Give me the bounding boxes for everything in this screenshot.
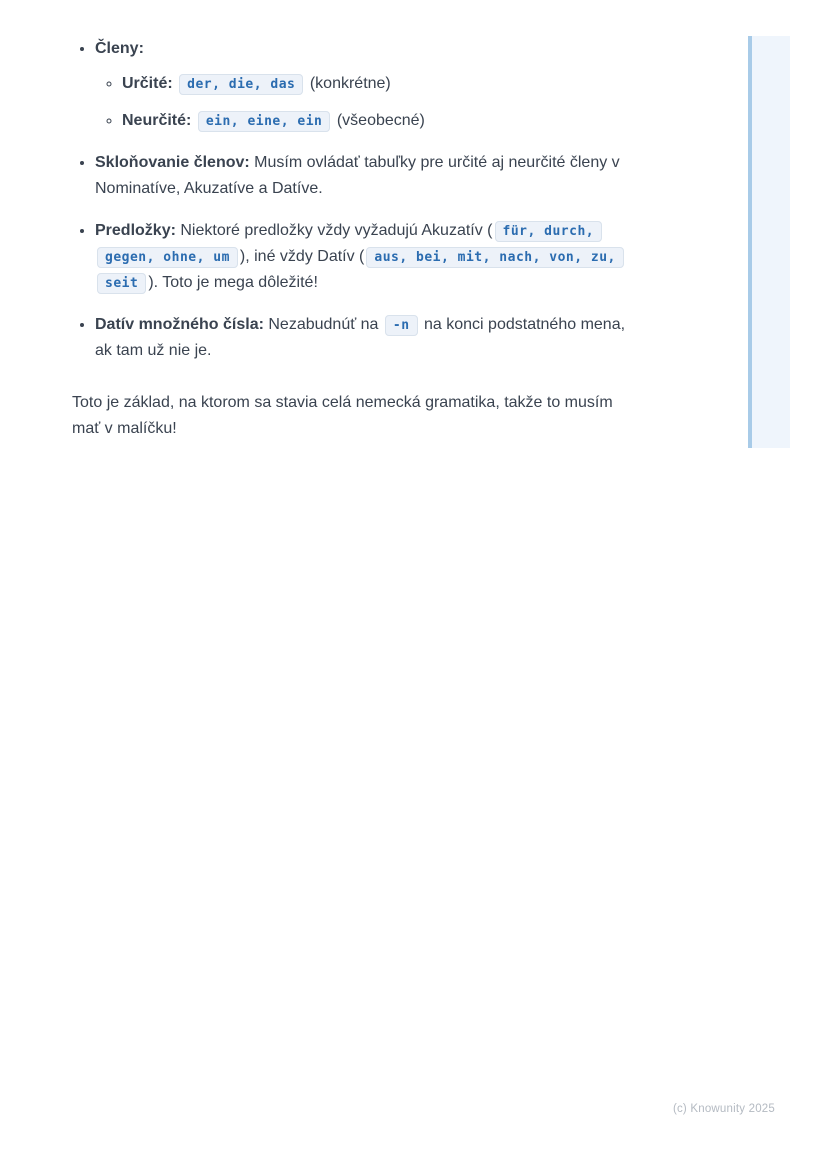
text-segment: ), iné vždy Datív ( [239, 248, 365, 265]
text-segment: Niektoré predložky vždy vyžadujú Akuzatív ( [175, 222, 493, 239]
bold-label: Členy: [95, 40, 144, 57]
text-segment: Musím ovládať tabuľky pre určité aj neurčité členy v Nominatíve, Akuzatíve a Datíve. [95, 154, 620, 197]
closing-paragraph: Toto je základ, na ktorom sa stavia celá nemecká gramatika, takže to musím mať v malíčku! [72, 394, 613, 437]
list-item [95, 150, 633, 202]
sub-list-item [122, 108, 633, 134]
inline-code-chip: der, die, das [179, 74, 303, 95]
list-item [95, 312, 633, 364]
list-item [95, 218, 633, 296]
text-segment [173, 75, 177, 92]
text-segment: na konci podstatného mena, ak tam už nie je. [95, 316, 626, 359]
side-highlight-bar [748, 36, 790, 448]
bold-label: Neurčité: [122, 112, 192, 129]
list-item [95, 36, 633, 134]
text-segment: Nezabudnúť na [263, 316, 383, 333]
text-segment: ). Toto je mega dôležité! [148, 274, 318, 291]
bullet-list [72, 36, 633, 364]
inline-code-chip: -n [385, 315, 418, 336]
copyright-footer: (c) Knowunity 2025 [672, 1103, 775, 1115]
text-segment: (konkrétne) [305, 75, 391, 92]
text-segment: (všeobecné) [332, 112, 425, 129]
sub-bullet-list [95, 71, 633, 134]
text-segment [191, 112, 195, 129]
bold-label: Určité: [122, 75, 173, 92]
inline-code-chip: für, durch, gegen, ohne, um [97, 221, 602, 268]
bold-label: Predložky: [95, 222, 176, 239]
inline-code-chip: ein, eine, ein [198, 111, 331, 132]
inline-code-chip: aus, bei, mit, nach, von, zu, seit [97, 247, 624, 294]
bold-label: Skloňovanie členov: [95, 154, 250, 171]
bold-label: Datív množného čísla: [95, 316, 264, 333]
sub-list-item [122, 71, 633, 97]
note-content [72, 36, 633, 442]
